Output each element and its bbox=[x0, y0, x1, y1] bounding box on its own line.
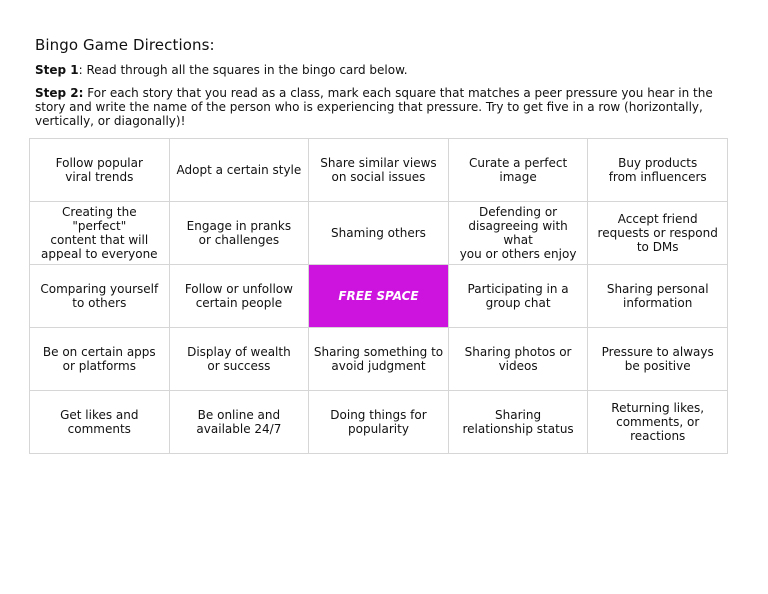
bingo-row bbox=[30, 391, 728, 454]
bingo-square[interactable]: Participating in a group chat bbox=[448, 265, 588, 328]
bingo-row bbox=[30, 202, 728, 265]
step-2-text: For each story that you read as a class, mark each square that matches a peer pressure you hear in the story and write the name of the person who is experiencing that pressure. Try to get five in a row (horizontally, vertically, or diagonally)! bbox=[35, 86, 713, 128]
bingo-square[interactable]: Sharing personal information bbox=[588, 265, 728, 328]
bingo-square[interactable]: Follow popular viral trends bbox=[30, 139, 170, 202]
bingo-square[interactable]: Engage in pranks or challenges bbox=[169, 202, 309, 265]
bingo-square[interactable]: Buy products from influencers bbox=[588, 139, 728, 202]
bingo-square[interactable]: Be online and available 24/7 bbox=[169, 391, 309, 454]
bingo-square[interactable]: Pressure to always be positive bbox=[588, 328, 728, 391]
bingo-square[interactable]: Be on certain apps or platforms bbox=[30, 328, 170, 391]
bingo-square[interactable]: Get likes and comments bbox=[30, 391, 170, 454]
free-space-square[interactable]: FREE SPACE bbox=[309, 265, 449, 328]
bingo-square[interactable]: Returning likes, comments, or reactions bbox=[588, 391, 728, 454]
bingo-square[interactable]: Creating the "perfect" content that will appeal to everyone bbox=[30, 202, 170, 265]
step-2-instructions bbox=[35, 86, 735, 128]
bingo-row bbox=[30, 139, 728, 202]
bingo-square[interactable]: Sharing relationship status bbox=[448, 391, 588, 454]
bingo-row bbox=[30, 265, 728, 328]
bingo-square[interactable]: Shaming others bbox=[309, 202, 449, 265]
bingo-square[interactable]: Comparing yourself to others bbox=[30, 265, 170, 328]
bingo-square[interactable]: Display of wealth or success bbox=[169, 328, 309, 391]
step-1-text: : Read through all the squares in the bingo card below. bbox=[78, 63, 408, 77]
step-2-label: Step 2: bbox=[35, 86, 84, 100]
bingo-square[interactable]: Sharing something to avoid judgment bbox=[309, 328, 449, 391]
bingo-square[interactable]: Doing things for popularity bbox=[309, 391, 449, 454]
page-title: Bingo Game Directions: bbox=[35, 36, 215, 54]
step-1-label: Step 1 bbox=[35, 63, 79, 77]
bingo-row bbox=[30, 328, 728, 391]
bingo-square[interactable]: Adopt a certain style bbox=[169, 139, 309, 202]
bingo-square[interactable]: Defending or disagreeing with what you or others enjoy bbox=[448, 202, 588, 265]
bingo-square[interactable]: Accept friend requests or respond to DMs bbox=[588, 202, 728, 265]
bingo-square[interactable]: Sharing photos or videos bbox=[448, 328, 588, 391]
bingo-square[interactable]: Follow or unfollow certain people bbox=[169, 265, 309, 328]
bingo-card bbox=[29, 138, 728, 454]
step-1-instructions bbox=[35, 63, 735, 77]
bingo-square[interactable]: Share similar views on social issues bbox=[309, 139, 449, 202]
bingo-square[interactable]: Curate a perfect image bbox=[448, 139, 588, 202]
